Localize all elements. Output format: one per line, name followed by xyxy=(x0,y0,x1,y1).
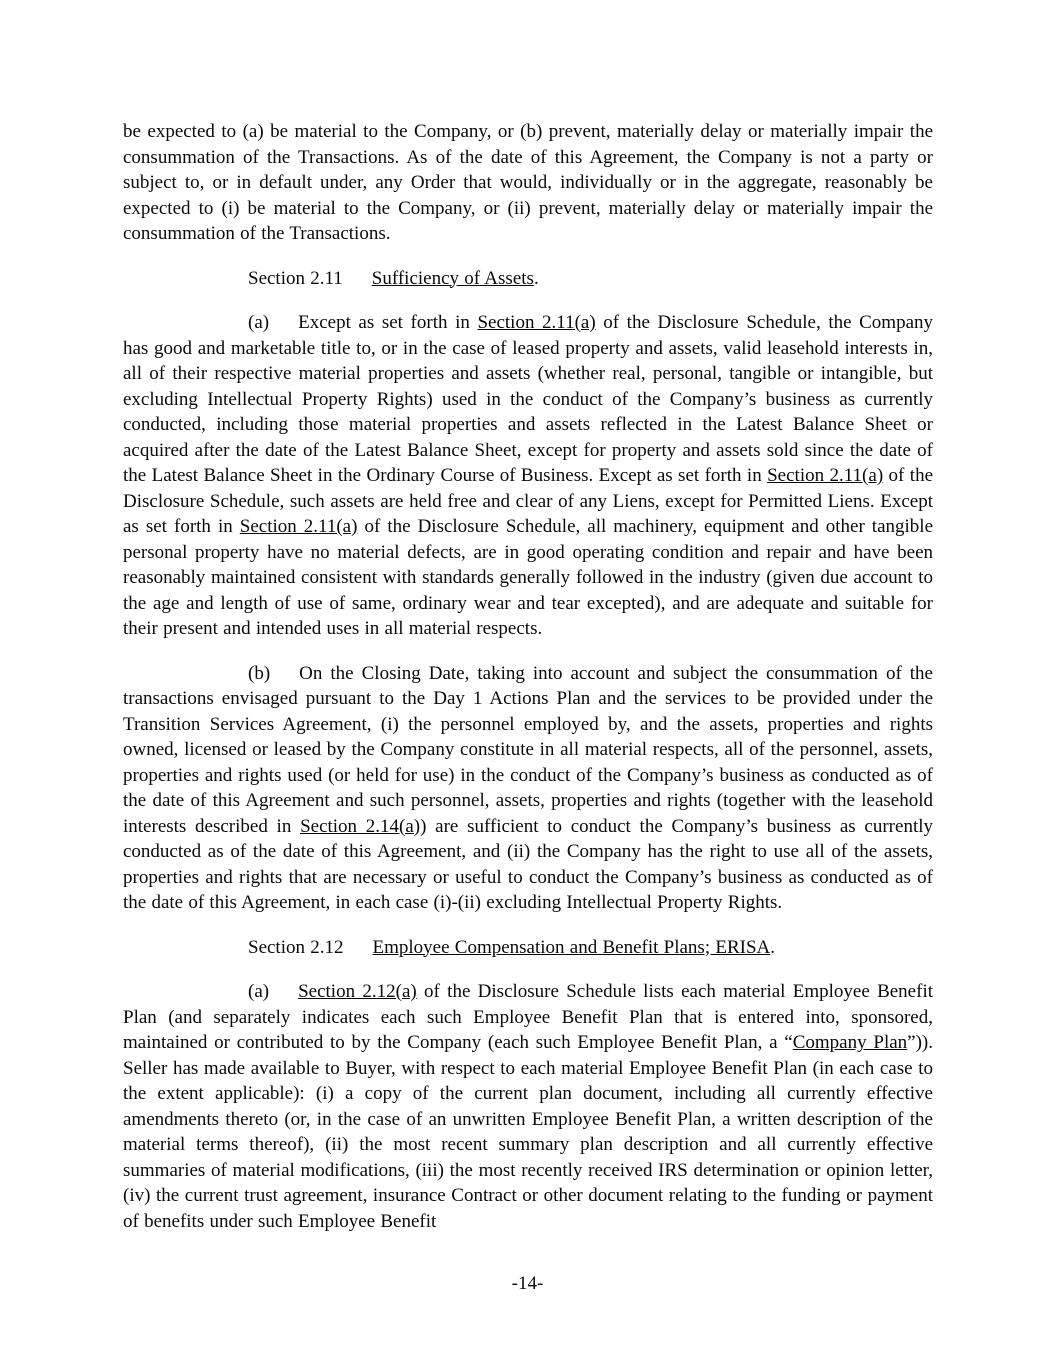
underlined-reference: Company Plan xyxy=(792,1032,908,1053)
text-run: of the Disclosure Schedule, all machinery, equipment and other tangible personal property have no material defects, are in good operating condition and repair and have been reasonably maintained consistent with standards generally followed in the industry (given due account to the age and length of use of same, ordinary wear and tear excepted), and are adequate and suitable for their present and intended uses in all material respects. xyxy=(123,516,934,639)
text-run: (a) xyxy=(248,981,270,1002)
text-run: of the Disclosure Schedule, such assets are held free and clear of any Liens, except for Permitted Liens. Except as set forth in xyxy=(123,465,933,537)
paragraph-2-11-a xyxy=(123,310,933,642)
text-run: Except as set forth in xyxy=(298,312,478,333)
text-run: . xyxy=(533,267,539,289)
paragraph-2-12-a xyxy=(123,979,933,1234)
underlined-reference: Section 2.14(a) xyxy=(300,815,421,837)
page-number: -14- xyxy=(511,1273,544,1294)
underlined-reference: Section 2.11(a) xyxy=(477,312,596,333)
text-run: be expected to (a) be material to the Company, or (b) prevent, materially delay or materially impair the consummation of the Transactions. As of the date of this Agreement, the Company is not a party or subject to, or in default under, any Order that would, individually or in the aggregate, reasonably be expected to (i) be material to the Company, or (ii) prevent, materially delay or materially impair the consummation of the Transactions. xyxy=(123,121,933,244)
underlined-reference: Employee Compensation and Benefit Plans; ERISA xyxy=(372,936,771,958)
paragraph-2-11-b xyxy=(123,661,933,916)
text-run: On the Closing Date, taking into account and subject the consummation of the transactions envisaged pursuant to the Day 1 Actions Plan and the services to be provided under the Transition Services Agreement, (i) the personnel employed by, and the assets, properties and rights owned, licensed or leased by the Company constitute in all material respects, all of the personnel, assets, properties and rights used (or held for use) in the conduct of the Company’s business as conducted as of the date of this Agreement and such personnel, assets, properties and rights (together with the leasehold interests described in xyxy=(123,662,933,837)
text-run: ”)). Seller has made available to Buyer, with respect to each material Employee Benefit Plan (in each case to the extent applicable): (i) a copy of the current plan document, including all currently effective amendments thereto (or, in the case of an unwritten Employee Benefit Plan, a written description of the material terms thereof), (ii) the most recent summary plan description and all currently effective summaries of material modifications, (iii) the most recently received IRS determination or opinion letter, (iv) the current trust agreement, insurance Contract or other document relating to the funding or payment of benefits under such Employee Benefit xyxy=(123,1032,933,1232)
section-heading-2-11 xyxy=(123,266,933,292)
text-run: of the Disclosure Schedule lists each material Employee Benefit Plan (and separately indicates each such Employee Benefit Plan that is entered into, sponsored, maintained or contributed to by the Company (each such Employee Benefit Plan, a “ xyxy=(123,981,933,1053)
text-run: of the Disclosure Schedule, the Company has good and marketable title to, or in the case of leased property and assets, valid leasehold interests in, all of their respective material properties and assets (whether real, personal, tangible or intangible, but excluding Intellectual Property Rights) used in the conduct of the Company’s business as currently conducted, including those material properties and assets reflected in the Latest Balance Sheet or acquired after the date of the Latest Balance Sheet, except for property and assets sold since the date of the Latest Balance Sheet in the Ordinary Course of Business. Except as set forth in xyxy=(123,312,934,486)
text-run: (a) xyxy=(248,312,270,333)
underlined-reference: Section 2.11(a) xyxy=(239,516,358,537)
text-run: (b) xyxy=(248,662,271,684)
text-run: Section 2.12 xyxy=(248,936,344,958)
section-heading-2-12 xyxy=(123,935,933,961)
text-run: . xyxy=(770,936,776,958)
underlined-reference: Section 2.12(a) xyxy=(298,981,417,1002)
text-run: ) are sufficient to conduct the Company’s business as currently conducted as of the date of this Agreement, and (ii) the Company has the right to use all of the assets, properties and rights that are necessary or useful to conduct the Company’s business as conducted as of the date of this Agreement, in each case (i)-(ii) excluding Intellectual Property Rights. xyxy=(123,815,933,913)
underlined-reference: Section 2.11(a) xyxy=(767,465,884,486)
underlined-reference: Sufficiency of Assets xyxy=(371,267,534,289)
paragraph-continuation xyxy=(123,119,933,247)
text-run: Section 2.11 xyxy=(248,267,343,289)
